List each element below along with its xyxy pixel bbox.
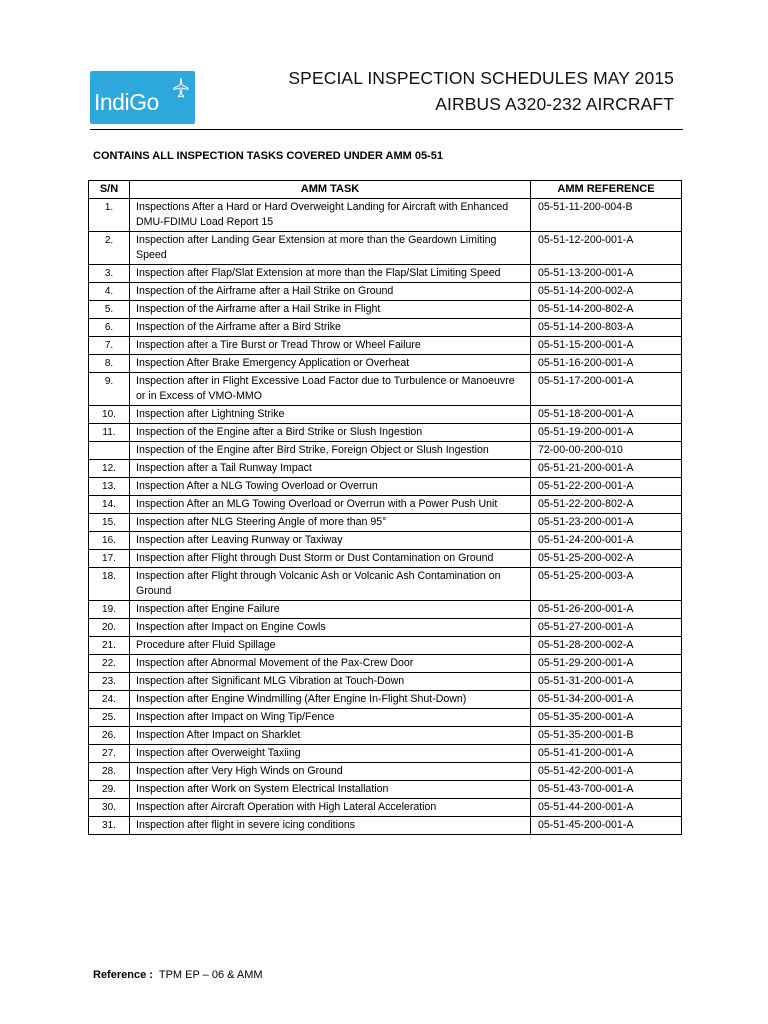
table-row bbox=[89, 673, 682, 691]
row-reference: 05-51-12-200-001-A bbox=[531, 232, 682, 265]
row-sn: 8. bbox=[89, 355, 130, 373]
table-row bbox=[89, 532, 682, 550]
row-sn: 29. bbox=[89, 781, 130, 799]
table-row bbox=[89, 745, 682, 763]
row-reference: 05-51-29-200-001-A bbox=[531, 655, 682, 673]
table-row bbox=[89, 442, 682, 460]
table-row bbox=[89, 655, 682, 673]
row-sn: 3. bbox=[89, 265, 130, 283]
row-task: Inspection after Aircraft Operation with High Lateral Acceleration bbox=[130, 799, 531, 817]
row-reference: 05-51-14-200-002-A bbox=[531, 283, 682, 301]
table-row bbox=[89, 460, 682, 478]
row-task: Inspection after Overweight Taxiing bbox=[130, 745, 531, 763]
row-reference: 05-51-28-200-002-A bbox=[531, 637, 682, 655]
row-reference: 05-51-24-200-001-A bbox=[531, 532, 682, 550]
table-row bbox=[89, 568, 682, 601]
row-reference: 05-51-42-200-001-A bbox=[531, 763, 682, 781]
row-reference: 05-51-35-200-001-A bbox=[531, 709, 682, 727]
row-reference: 05-51-22-200-802-A bbox=[531, 496, 682, 514]
row-sn: 24. bbox=[89, 691, 130, 709]
row-reference: 05-51-16-200-001-A bbox=[531, 355, 682, 373]
footer-reference bbox=[93, 969, 263, 981]
table-row bbox=[89, 199, 682, 232]
row-sn: 30. bbox=[89, 799, 130, 817]
row-task: Inspection of the Airframe after a Hail Strike in Flight bbox=[130, 301, 531, 319]
table-row bbox=[89, 319, 682, 337]
row-sn: 1. bbox=[89, 199, 130, 232]
row-sn: 17. bbox=[89, 550, 130, 568]
column-header-task: AMM TASK bbox=[130, 181, 531, 199]
row-reference: 05-51-31-200-001-A bbox=[531, 673, 682, 691]
row-task: Inspection after Lightning Strike bbox=[130, 406, 531, 424]
row-reference: 05-51-17-200-001-A bbox=[531, 373, 682, 406]
row-task: Inspection after Very High Winds on Ground bbox=[130, 763, 531, 781]
table-row bbox=[89, 727, 682, 745]
row-task: Inspections After a Hard or Hard Overweight Landing for Aircraft with Enhanced DMU-FDIMU Load Report 15 bbox=[130, 199, 531, 232]
row-reference: 05-51-25-200-002-A bbox=[531, 550, 682, 568]
row-task: Inspection After Brake Emergency Application or Overheat bbox=[130, 355, 531, 373]
table-row bbox=[89, 781, 682, 799]
table-row bbox=[89, 478, 682, 496]
row-task: Inspection after Engine Windmilling (After Engine In-Flight Shut-Down) bbox=[130, 691, 531, 709]
document-subtitle: AIRBUS A320-232 AIRCRAFT bbox=[435, 94, 674, 114]
row-sn: 5. bbox=[89, 301, 130, 319]
row-reference: 05-51-27-200-001-A bbox=[531, 619, 682, 637]
table-row bbox=[89, 406, 682, 424]
row-reference: 05-51-43-700-001-A bbox=[531, 781, 682, 799]
row-sn: 2. bbox=[89, 232, 130, 265]
table-row bbox=[89, 301, 682, 319]
row-task: Inspection after Work on System Electrical Installation bbox=[130, 781, 531, 799]
row-task: Inspection after in Flight Excessive Load Factor due to Turbulence or Manoeuvre or in Excess of VMO-MMO bbox=[130, 373, 531, 406]
table-row bbox=[89, 550, 682, 568]
row-reference: 05-51-21-200-001-A bbox=[531, 460, 682, 478]
row-sn bbox=[89, 442, 130, 460]
row-task: Inspection after Impact on Engine Cowls bbox=[130, 619, 531, 637]
table-header-row bbox=[89, 181, 682, 199]
row-task: Inspection After an MLG Towing Overload or Overrun with a Power Push Unit bbox=[130, 496, 531, 514]
table-row bbox=[89, 619, 682, 637]
row-reference: 05-51-18-200-001-A bbox=[531, 406, 682, 424]
row-sn: 28. bbox=[89, 763, 130, 781]
row-reference: 05-51-11-200-004-B bbox=[531, 199, 682, 232]
table-row bbox=[89, 799, 682, 817]
row-reference: 05-51-45-200-001-A bbox=[531, 817, 682, 835]
row-reference: 05-51-14-200-802-A bbox=[531, 301, 682, 319]
row-task: Inspection of the Airframe after a Bird Strike bbox=[130, 319, 531, 337]
row-task: Inspection after Abnormal Movement of the Pax-Crew Door bbox=[130, 655, 531, 673]
row-reference: 05-51-44-200-001-A bbox=[531, 799, 682, 817]
row-sn: 21. bbox=[89, 637, 130, 655]
row-sn: 25. bbox=[89, 709, 130, 727]
row-sn: 22. bbox=[89, 655, 130, 673]
document-title: SPECIAL INSPECTION SCHEDULES MAY 2015 bbox=[288, 68, 674, 88]
row-sn: 11. bbox=[89, 424, 130, 442]
row-sn: 26. bbox=[89, 727, 130, 745]
row-task: Inspection after Leaving Runway or Taxiway bbox=[130, 532, 531, 550]
row-reference: 05-51-22-200-001-A bbox=[531, 478, 682, 496]
row-sn: 18. bbox=[89, 568, 130, 601]
row-sn: 15. bbox=[89, 514, 130, 532]
table-row bbox=[89, 373, 682, 406]
table-body bbox=[89, 199, 682, 835]
column-header-sn: S/N bbox=[89, 181, 130, 199]
row-reference: 05-51-13-200-001-A bbox=[531, 265, 682, 283]
table-row bbox=[89, 283, 682, 301]
row-task: Inspection after NLG Steering Angle of more than 95° bbox=[130, 514, 531, 532]
row-reference: 05-51-25-200-003-A bbox=[531, 568, 682, 601]
row-task: Inspection of the Airframe after a Hail Strike on Ground bbox=[130, 283, 531, 301]
row-task: Inspection After a NLG Towing Overload or Overrun bbox=[130, 478, 531, 496]
header-divider bbox=[90, 129, 683, 130]
row-reference: 05-51-26-200-001-A bbox=[531, 601, 682, 619]
row-sn: 27. bbox=[89, 745, 130, 763]
table-row bbox=[89, 601, 682, 619]
row-task: Inspection after Engine Failure bbox=[130, 601, 531, 619]
table-row bbox=[89, 817, 682, 835]
row-reference: 05-51-41-200-001-A bbox=[531, 745, 682, 763]
table-row bbox=[89, 232, 682, 265]
row-sn: 13. bbox=[89, 478, 130, 496]
row-task: Inspection After Impact on Sharklet bbox=[130, 727, 531, 745]
row-task: Inspection of the Engine after a Bird Strike or Slush Ingestion bbox=[130, 424, 531, 442]
row-sn: 16. bbox=[89, 532, 130, 550]
section-heading: CONTAINS ALL INSPECTION TASKS COVERED UNDER AMM 05-51 bbox=[93, 150, 443, 162]
row-reference: 05-51-34-200-001-A bbox=[531, 691, 682, 709]
row-task: Inspection after Flap/Slat Extension at more than the Flap/Slat Limiting Speed bbox=[130, 265, 531, 283]
row-task: Inspection after Significant MLG Vibration at Touch-Down bbox=[130, 673, 531, 691]
row-task: Inspection after a Tail Runway Impact bbox=[130, 460, 531, 478]
row-sn: 9. bbox=[89, 373, 130, 406]
table-row bbox=[89, 514, 682, 532]
row-sn: 10. bbox=[89, 406, 130, 424]
row-task: Inspection after a Tire Burst or Tread Throw or Wheel Failure bbox=[130, 337, 531, 355]
table-row bbox=[89, 265, 682, 283]
table-row bbox=[89, 424, 682, 442]
table-row bbox=[89, 709, 682, 727]
table-row bbox=[89, 337, 682, 355]
row-task: Inspection of the Engine after Bird Strike, Foreign Object or Slush Ingestion bbox=[130, 442, 531, 460]
row-task: Inspection after Landing Gear Extension at more than the Geardown Limiting Speed bbox=[130, 232, 531, 265]
row-sn: 31. bbox=[89, 817, 130, 835]
indigo-logo bbox=[90, 71, 195, 124]
table-row bbox=[89, 496, 682, 514]
row-sn: 14. bbox=[89, 496, 130, 514]
row-sn: 6. bbox=[89, 319, 130, 337]
plane-icon bbox=[173, 77, 189, 99]
table-row bbox=[89, 763, 682, 781]
row-sn: 20. bbox=[89, 619, 130, 637]
row-sn: 23. bbox=[89, 673, 130, 691]
row-reference: 05-51-19-200-001-A bbox=[531, 424, 682, 442]
row-task: Inspection after Flight through Dust Storm or Dust Contamination on Ground bbox=[130, 550, 531, 568]
row-task: Procedure after Fluid Spillage bbox=[130, 637, 531, 655]
row-sn: 19. bbox=[89, 601, 130, 619]
row-sn: 12. bbox=[89, 460, 130, 478]
footer-value: TPM EP – 06 & AMM bbox=[158, 969, 263, 981]
table-row bbox=[89, 691, 682, 709]
row-reference: 05-51-15-200-001-A bbox=[531, 337, 682, 355]
inspection-table bbox=[88, 180, 682, 835]
row-task: Inspection after Flight through Volcanic Ash or Volcanic Ash Contamination on Ground bbox=[130, 568, 531, 601]
row-sn: 4. bbox=[89, 283, 130, 301]
row-reference: 05-51-35-200-001-B bbox=[531, 727, 682, 745]
table-row bbox=[89, 637, 682, 655]
footer-label: Reference : bbox=[93, 969, 153, 981]
row-task: Inspection after flight in severe icing conditions bbox=[130, 817, 531, 835]
row-reference: 05-51-14-200-803-A bbox=[531, 319, 682, 337]
row-reference: 72-00-00-200-010 bbox=[531, 442, 682, 460]
row-task: Inspection after Impact on Wing Tip/Fence bbox=[130, 709, 531, 727]
table-row bbox=[89, 355, 682, 373]
logo-text: IndiGo bbox=[94, 89, 159, 115]
row-sn: 7. bbox=[89, 337, 130, 355]
row-reference: 05-51-23-200-001-A bbox=[531, 514, 682, 532]
column-header-reference: AMM REFERENCE bbox=[531, 181, 682, 199]
